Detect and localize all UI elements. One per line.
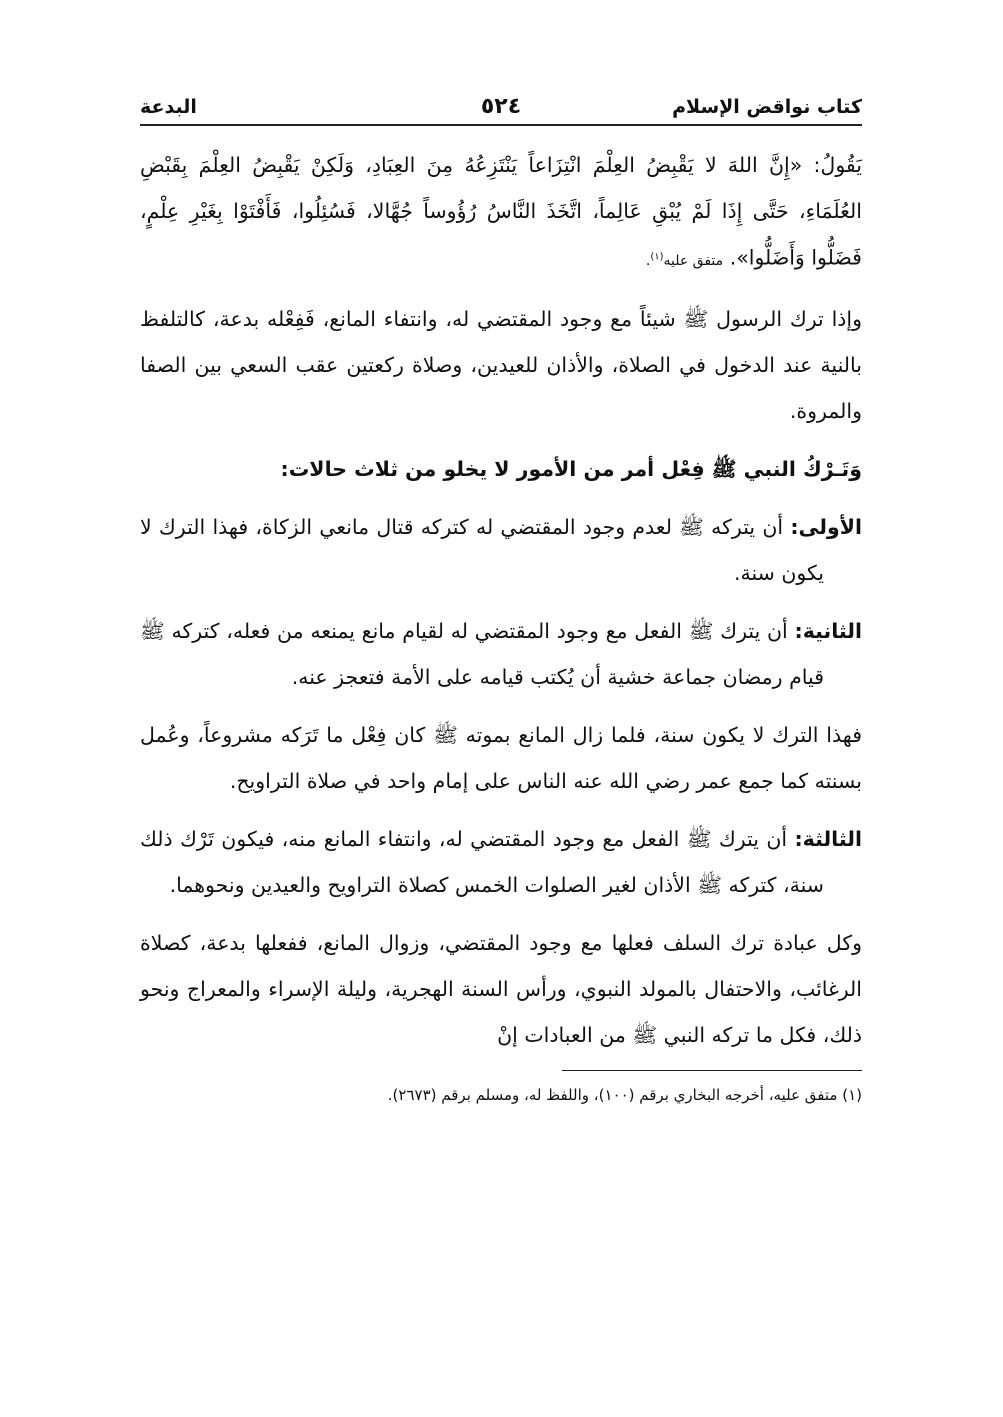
hadith-reference-text: متفق عليه: [663, 252, 724, 269]
hadith-text: يَقُولُ: «إِنَّ اللهَ لا يَقْبِضُ العِلْمَ انْتِزَاعاً يَنْتَزِعُهُ مِنَ العِبَادِ، وَلَكِنْ يَقْبِضُ العِلْمَ بِقَبْضِ العُلَمَاءِ، حَتَّى إِذَا لَمْ يُبْقِ عَالِماً، اتَّخَذَ النَّاسُ رُؤُوساً جُهَّالا، فَسُئِلُوا، فَأَفْتَوْا بِغَيْرِ عِلْمٍ، فَضَلُّوا وَأَضَلُّوا».: [140, 153, 862, 270]
hadith-paragraph: [140, 142, 862, 284]
case-first: [140, 504, 862, 596]
case-third: [140, 816, 862, 908]
book-title: كتاب نواقض الإسلام: [672, 96, 862, 118]
final-paragraph: وكل عبادة ترك السلف فعلها مع وجود المقتضي، وزوال المانع، ففعلها بدعة، كصلاة الرغائب، والاحتفال بالمولد النبوي، ورأس السنة الهجرية، وليلة الإسراء والمعراج ونحو ذلك، فكل ما تركه النبي ﷺ من العبادات إنْ: [140, 930, 862, 1047]
footnote: (١) متفق عليه، أخرجه البخاري برقم (١٠٠)، واللفظ له، ومسلم برقم (٢٦٧٣).: [387, 1085, 862, 1104]
rule-paragraph: وإذا ترك الرسول ﷺ شيئاً مع وجود المقتضي له، وانتفاء المانع، فَفِعْله بدعة، كالتلفظ بالنية عند الدخول في الصلاة، والأذان للعيدين، وصلاة ركعتين عقب السعي بين الصفا والمروة.: [140, 306, 862, 423]
section-heading: وَتَـرْكُ النبي ﷺ فِعْل أمر من الأمور لا يخلو من ثلاث حالات:: [280, 456, 862, 481]
case-second-text: أن يترك ﷺ الفعل مع وجود المقتضي له لقيام مانع يمنعه من فعله، كتركه ﷺ قيام رمضان جماعة خشية أن يُكتب قيامه على الأمة فتعجز عنه.: [140, 618, 824, 689]
footnote-marker: (١): [650, 251, 664, 262]
chapter-title: البدعة: [140, 96, 197, 118]
case-second: [140, 608, 862, 700]
case-third-text: أن يترك ﷺ الفعل مع وجود المقتضي له، وانتفاء المانع منه، فيكون تَرْك ذلك سنة، كتركه ﷺ الأذان لغير الصلوات الخمس كصلاة التراويح والعيدين ونحوهما.: [140, 826, 824, 897]
page-body: [140, 142, 862, 1058]
case-third-label: الثالثة:: [794, 826, 862, 851]
case-second-label: الثانية:: [794, 618, 862, 643]
footnote-divider: [562, 1070, 862, 1071]
case-first-text: أن يتركه ﷺ لعدم وجود المقتضي له كتركه قتال مانعي الزكاة، فهذا الترك لا يكون سنة.: [140, 514, 824, 585]
document-page: [140, 90, 862, 1107]
case-first-label: الأولى:: [790, 514, 862, 539]
case-second-continuation: فهذا الترك لا يكون سنة، فلما زال المانع بموته ﷺ كان فِعْل ما تَرَكه مشروعاً، وعُمل بسنته كما جمع عمر رضي الله عنه الناس على إمام واحد في صلاة التراويح.: [140, 722, 862, 793]
hadith-reference: متفق عليه$^{(١)}$.: [645, 251, 724, 269]
page-number: ٥٢٤: [480, 94, 522, 119]
running-header: [140, 90, 862, 126]
